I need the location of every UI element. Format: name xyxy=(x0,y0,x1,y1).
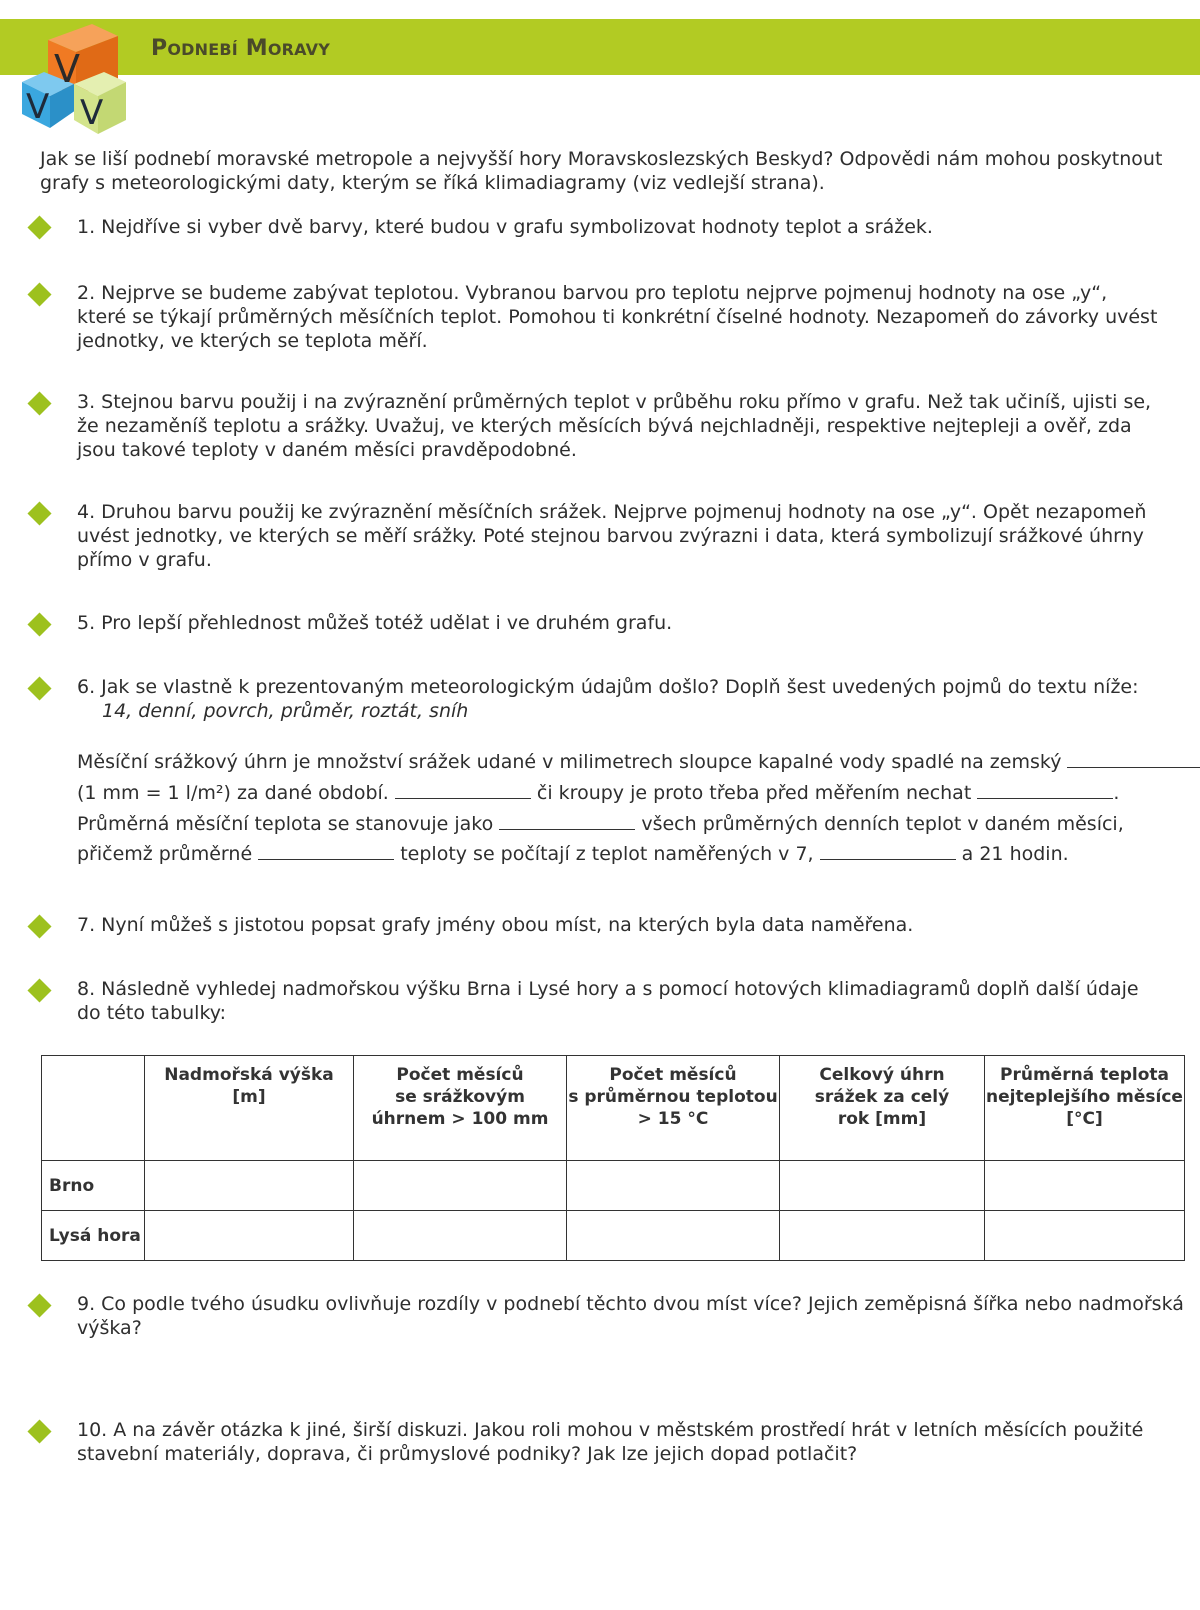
header-months-rain: Počet měsíců se srážkovým úhrnem > 100 mm xyxy=(354,1056,567,1161)
cloze-text: Měsíční srážkový úhrn je množství srážek udané v milimetrech sloupce kapalné vody spadlé na zemský xyxy=(77,751,1068,773)
blank-field[interactable] xyxy=(499,811,635,830)
task-line: 10. A na závěr otázka k jiné, širší diskuzi. Jakou roli mohou v městském prostředí hrát v letních měsících použité xyxy=(77,1419,1144,1441)
row-label-lysa-hora: Lysá hora xyxy=(42,1211,145,1261)
cloze-line-3 xyxy=(77,811,1124,836)
blank-field[interactable] xyxy=(395,780,531,799)
task-line: že nezaměníš teplotu a srážky. Uvažuj, ve kterých měsících bývá nejchladněji, respektive nejtepleji a ověř, zda xyxy=(77,415,1132,437)
task-line: 7. Nyní můžeš s jistotou popsat grafy jmény obou míst, na kterých byla data naměřena. xyxy=(77,914,914,936)
table-cell[interactable] xyxy=(780,1211,985,1261)
task-line: 9. Co podle tvého úsudku ovlivňuje rozdíly v podnebí těchto dvou míst více? Jejich zeměpisná šířka nebo nadmořská xyxy=(77,1293,1184,1315)
intro-line: Jak se liší podnebí moravské metropole a nejvyšší hory Moravskoslezských Beskyd? Odpovědi nám mohou poskytnout xyxy=(40,148,1163,170)
cloze-text: či kroupy je proto třeba před měřením nechat xyxy=(530,782,978,804)
task-line: 8. Následně vyhledej nadmořskou výšku Brna i Lysé hory a s pomocí hotových klimadiagramů doplň další údaje xyxy=(77,978,1139,1000)
table-cell[interactable] xyxy=(145,1161,354,1211)
bullet-icon xyxy=(27,914,51,938)
table-row xyxy=(42,1161,1185,1211)
task-8 xyxy=(77,977,1139,1025)
cloze-text: teploty se počítají z teplot naměřených v 7, xyxy=(394,843,820,865)
task-4 xyxy=(77,500,1146,572)
bullet-icon xyxy=(27,215,51,239)
task-line: 5. Pro lepší přehlednost můžeš totéž udělat i ve druhém grafu. xyxy=(77,612,673,634)
logo-letter-right: V xyxy=(80,93,104,133)
header-total-precip: Celkový úhrn srážek za celý rok [mm] xyxy=(780,1056,985,1161)
bullet-icon xyxy=(27,501,51,525)
task-line: 2. Nejprve se budeme zabývat teplotou. Vybranou barvou pro teplotu nejprve pojmenuj hodnoty na ose „y“, xyxy=(77,282,1108,304)
bullet-icon xyxy=(27,1293,51,1317)
task-9 xyxy=(77,1292,1184,1340)
task-5 xyxy=(77,611,672,635)
table-cell[interactable] xyxy=(780,1161,985,1211)
table-corner-cell xyxy=(42,1056,145,1161)
table-cell[interactable] xyxy=(145,1211,354,1261)
cloze-line-2 xyxy=(77,780,1119,805)
task-10 xyxy=(77,1418,1143,1466)
cloze-line-1 xyxy=(77,749,1200,774)
task-line: do této tabulky: xyxy=(77,1002,227,1024)
bullet-icon xyxy=(27,612,51,636)
table-row xyxy=(42,1211,1185,1261)
bullet-icon xyxy=(27,282,51,306)
task-line: výška? xyxy=(77,1317,142,1339)
cloze-text: . xyxy=(1113,782,1120,804)
header-altitude: Nadmořská výška [m] xyxy=(145,1056,354,1161)
table-cell[interactable] xyxy=(567,1161,780,1211)
task-line: jsou takové teploty v daném měsíci pravděpodobné. xyxy=(77,439,577,461)
logo-letter-top: V xyxy=(54,47,80,91)
logo-letter-left: V xyxy=(26,87,50,127)
climate-table xyxy=(41,1055,1185,1261)
cloze-text: (1 mm = 1 l/m²) za dané období. xyxy=(77,782,395,804)
blank-field[interactable] xyxy=(820,841,956,860)
row-label-brno: Brno xyxy=(42,1161,145,1211)
task-line: jednotky, ve kterých se teplota měří. xyxy=(77,330,428,352)
bullet-icon xyxy=(27,676,51,700)
task-line: stavební materiály, doprava, či průmyslové podniky? Jak lze jejich dopad potlačit? xyxy=(77,1443,858,1465)
cloze-text: všech průměrných denních teplot v daném měsíci, xyxy=(635,813,1124,835)
table-cell[interactable] xyxy=(985,1161,1185,1211)
bullet-icon xyxy=(27,1419,51,1443)
cloze-text: přičemž průměrné xyxy=(77,843,259,865)
blank-field[interactable] xyxy=(1067,749,1200,768)
task-line: 6. Jak se vlastně k prezentovaným meteorologickým údajům došlo? Doplň šest uvedených pojmů do textu níže: xyxy=(77,676,1139,698)
cloze-text: Průměrná měsíční teplota se stanovuje jako xyxy=(77,813,500,835)
header-avg-temp: Průměrná teplota nejteplejšího měsíce [°C] xyxy=(985,1056,1185,1161)
page-title: PODNEBÍ MORAVY xyxy=(151,36,331,61)
blank-field[interactable] xyxy=(977,780,1113,799)
task-line: přímo v grafu. xyxy=(77,549,212,571)
task-line: 1. Nejdříve si vyber dvě barvy, které budou v grafu symbolizovat hodnoty teplot a srážek. xyxy=(77,216,933,238)
task-line: které se týkají průměrných měsíčních teplot. Pomohou ti konkrétní číselné hodnoty. Nezapomeň do závorky uvést xyxy=(77,306,1158,328)
task-line: 4. Druhou barvu použij ke zvýraznění měsíčních srážek. Nejprve pojmenuj hodnoty na ose „y“. Opět nezapomeň xyxy=(77,501,1147,523)
task-7 xyxy=(77,913,913,937)
table-cell[interactable] xyxy=(985,1211,1185,1261)
table-cell[interactable] xyxy=(567,1211,780,1261)
logo-cubes xyxy=(14,10,154,134)
task-line: 3. Stejnou barvu použij i na zvýraznění průměrných teplot v průběhu roku přímo v grafu. Než tak učiníš, ujisti se, xyxy=(77,391,1152,413)
intro-line: grafy s meteorologickými daty, kterým se říká klimadiagramy (viz vedlejší strana). xyxy=(40,172,825,194)
task-6 xyxy=(77,675,1139,723)
cloze-text: a 21 hodin. xyxy=(955,843,1069,865)
task-1 xyxy=(77,215,933,239)
blank-field[interactable] xyxy=(258,841,394,860)
header-months-temp: Počet měsíců s průměrnou teplotou > 15 °C xyxy=(567,1056,780,1161)
bullet-icon xyxy=(27,391,51,415)
bullet-icon xyxy=(27,978,51,1002)
table-cell[interactable] xyxy=(354,1211,567,1261)
task-line: uvést jednotky, ve kterých se měří srážky. Poté stejnou barvou zvýrazni i data, která symbolizují srážkové úhrny xyxy=(77,525,1144,547)
table-cell[interactable] xyxy=(354,1161,567,1211)
table-header-row xyxy=(42,1056,1185,1161)
intro-paragraph xyxy=(40,147,1162,195)
task-3 xyxy=(77,390,1151,462)
task-2 xyxy=(77,281,1157,353)
cloze-line-4 xyxy=(77,841,1069,866)
word-bank: 14, denní, povrch, průměr, roztát, sníh xyxy=(102,700,469,722)
